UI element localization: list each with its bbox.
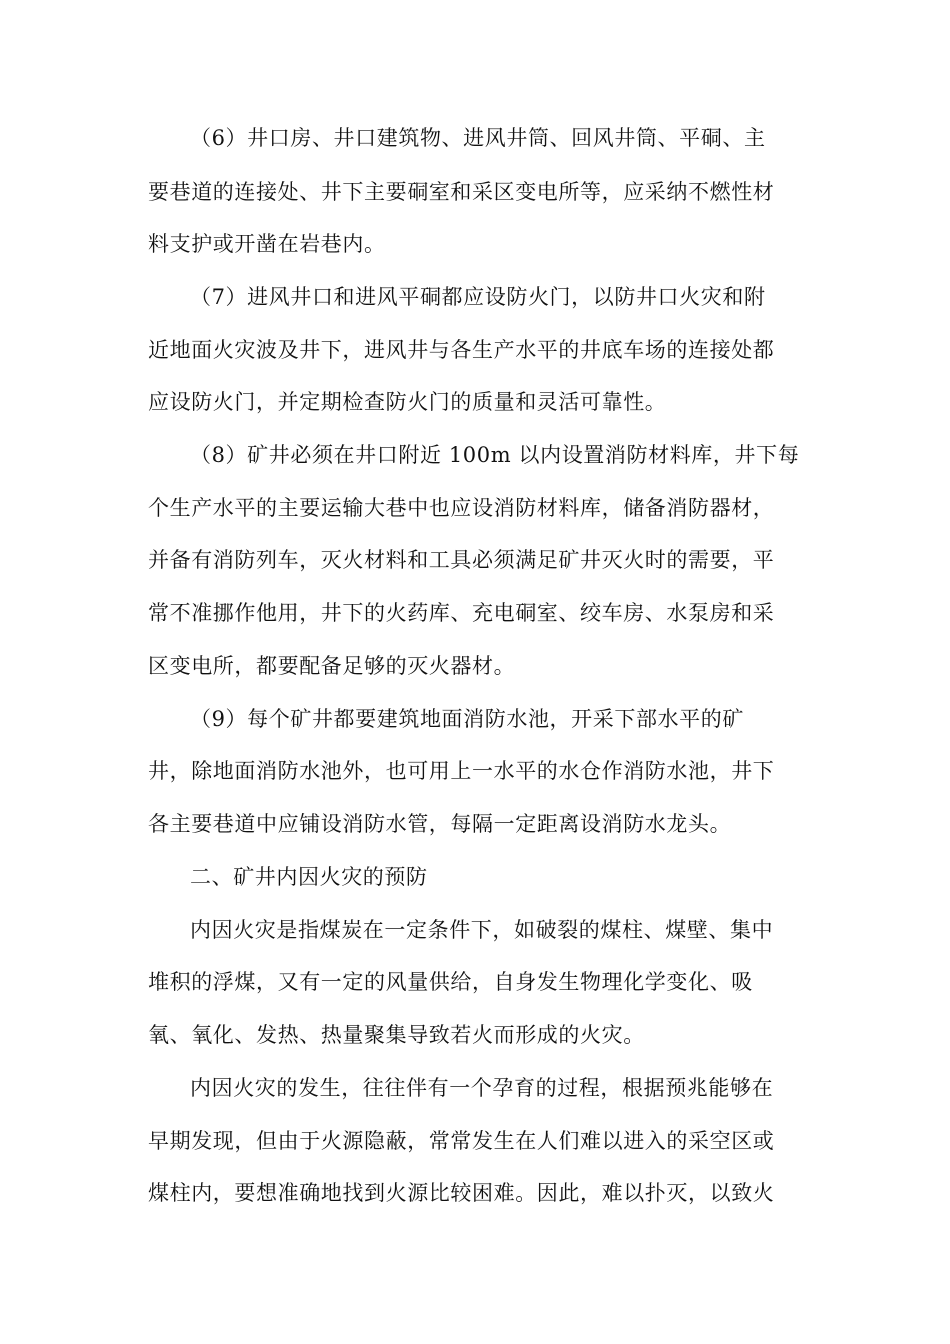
paragraph-8-line-2: 个生产水平的主要运输大巷中也应设消防材料库，储备消防器材， [148,496,775,520]
paragraph-6-line-1: （6）井口房、井口建筑物、进风井筒、回风井筒、平硐、主 [190,126,766,150]
paragraph-occurrence-line-1: 内因火灾的发生，往往伴有一个孕育的过程，根据预兆能够在 [190,1076,774,1100]
paragraph-occurrence-line-3: 煤柱内，要想准确地找到火源比较困难。因此，难以扑灭，以致火 [148,1181,775,1205]
paragraph-7-line-1: （7）进风井口和进风平硐都应设防火门，以防井口火灾和附 [190,285,766,309]
paragraph-9-line-2: 井，除地面消防水池外，也可用上一水平的水仓作消防水池，井下 [148,759,775,783]
paragraph-intro-line-2: 堆积的浮煤，又有一定的风量供给，自身发生物理化学变化、吸 [148,970,753,994]
paragraph-intro-line-3: 氧、氧化、发热、热量聚集导致若火而形成的火灾。 [148,1023,645,1047]
paragraph-7-line-2: 近地面火灾波及井下，进风井与各生产水平的井底车场的连接处都 [148,338,775,362]
paragraph-8-line-1: （8）矿井必须在井口附近 100m 以内设置消防材料库，井下每 [190,443,800,467]
paragraph-8-line-3: 并备有消防列车，灭火材料和工具必须满足矿井灭火时的需要，平 [148,548,775,572]
paragraph-8-line-4: 常不准挪作他用，井下的火药库、充电硐室、绞车房、水泵房和采 [148,601,775,625]
paragraph-8-line-5: 区变电所，都要配备足够的灭火器材。 [148,654,516,678]
paragraph-occurrence-line-2: 早期发现，但由于火源隐蔽，常常发生在人们难以进入的采空区或 [148,1129,775,1153]
paragraph-intro-line-1: 内因火灾是指煤炭在一定条件下，如破裂的煤柱、煤壁、集中 [190,918,774,942]
paragraph-9-line-1: （9）每个矿井都要建筑地面消防水池，开采下部水平的矿 [190,707,744,731]
paragraph-7-line-3: 应设防火门，并定期检查防火门的质量和灵活可靠性。 [148,390,667,414]
section-heading: 二、矿井内因火灾的预防 [190,865,428,889]
paragraph-6-line-2: 要巷道的连接处、井下主要硐室和采区变电所等，应采纳不燃性材 [148,180,775,204]
paragraph-6-line-3: 料支护或开凿在岩巷内。 [148,232,386,256]
paragraph-9-line-3: 各主要巷道中应铺设消防水管，每隔一定距离设消防水龙头。 [148,812,732,836]
